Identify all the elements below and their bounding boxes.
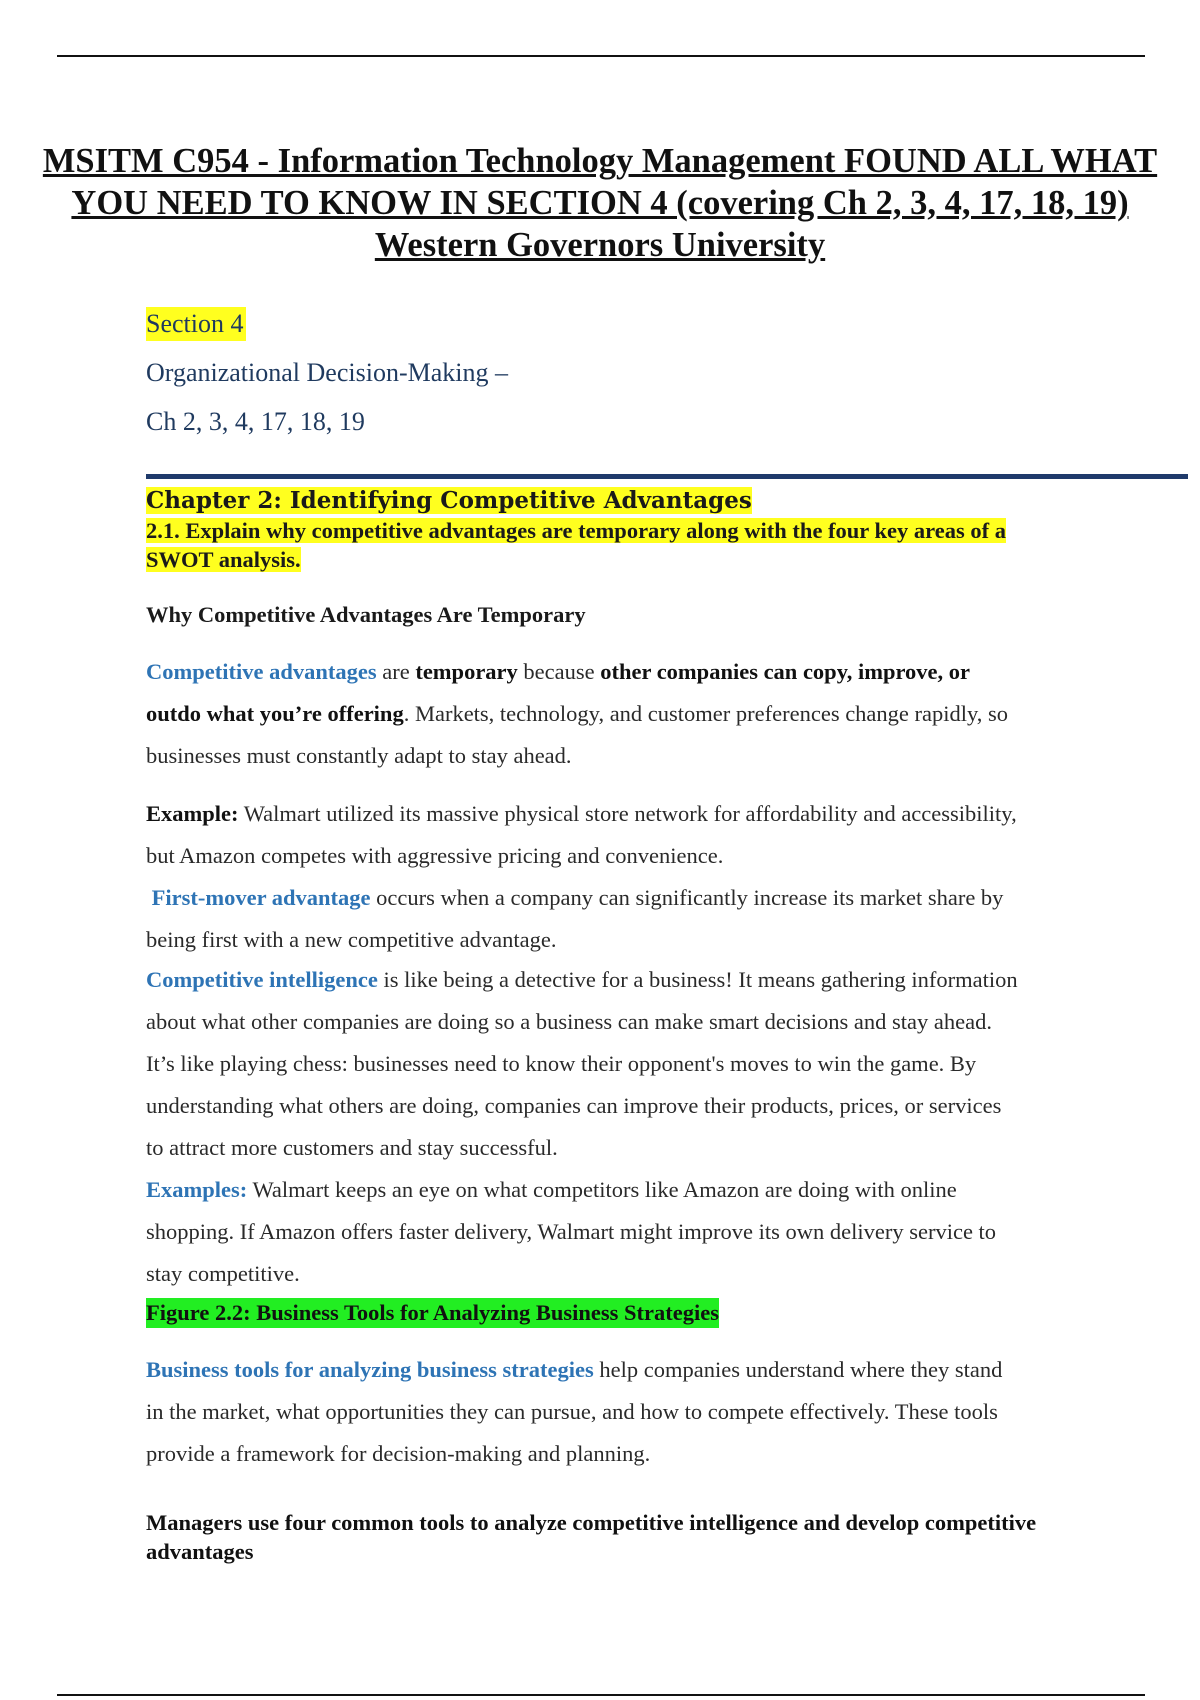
- term-examples: Examples:: [146, 1177, 248, 1202]
- text-line: It’s like playing chess: businesses need to know their opponent's moves to win the game. By: [146, 1051, 977, 1076]
- text-fragment: because: [517, 659, 601, 684]
- text-fragment: Walmart utilized its massive physical store network for affordability and accessibility,: [238, 801, 1017, 826]
- document-title: [4, 140, 1196, 266]
- text-line: to attract more customers and stay successful.: [146, 1135, 558, 1160]
- paragraph-first-mover: [146, 877, 1096, 961]
- figure-caption: Figure 2.2: Business Tools for Analyzing Business Strategies: [146, 1298, 719, 1328]
- text-line: understanding what others are doing, companies can improve their products, prices, or services: [146, 1093, 1002, 1118]
- title-line-3: Western Governors University: [374, 226, 826, 264]
- text-line: about what other companies are doing so a business can make smart decisions and stay ahead.: [146, 1009, 993, 1034]
- example-label: Example:: [146, 801, 239, 826]
- text-line: stay competitive.: [146, 1261, 300, 1286]
- bold-reason-cont: outdo what you’re offering: [146, 701, 404, 726]
- section-divider: [146, 474, 1188, 479]
- section-label: Section 4: [146, 307, 246, 341]
- title-line-1: MSITM C954 - Information Technology Management FOUND ALL WHAT: [42, 142, 1158, 180]
- heading-why-temporary: Why Competitive Advantages Are Temporary: [146, 602, 586, 627]
- text-fragment: . Markets, technology, and customer preferences change rapidly, so: [403, 701, 1009, 726]
- managers-heading: Managers use four common tools to analyze competitive intelligence and develop competitive advantages: [146, 1510, 1037, 1564]
- text-fragment: Walmart keeps an eye on what competitors like Amazon are doing with online: [247, 1177, 957, 1202]
- text-line: shopping. If Amazon offers faster delivery, Walmart might improve its own delivery service to: [146, 1219, 997, 1244]
- chapter-heading: [146, 486, 752, 516]
- learning-objective: [146, 516, 1096, 574]
- term-competitive-intelligence: Competitive intelligence: [146, 967, 378, 992]
- term-first-mover-advantage: First-mover advantage: [151, 885, 371, 910]
- text-fragment: help companies understand where they stand: [593, 1357, 1003, 1382]
- bold-reason: other companies can copy, improve, or: [600, 659, 971, 684]
- text-line: being first with a new competitive advantage.: [146, 927, 557, 952]
- text-fragment: is like being a detective for a business! It means gathering information: [377, 967, 1018, 992]
- bottom-rule: [57, 1694, 1145, 1696]
- section-subtitle: Organizational Decision-Making –: [146, 358, 508, 387]
- text-line: in the market, what opportunities they can pursue, and how to compete effectively. These tools: [146, 1399, 998, 1424]
- section-chapters: Ch 2, 3, 4, 17, 18, 19: [146, 407, 365, 436]
- paragraph-competitive-advantages: [146, 651, 1096, 777]
- text-line: but Amazon competes with aggressive pricing and convenience.: [146, 843, 724, 868]
- top-rule: [57, 55, 1145, 57]
- title-line-2: YOU NEED TO KNOW IN SECTION 4 (covering Ch 2, 3, 4, 17, 18, 19): [71, 184, 1129, 222]
- chapter-prefix: Chapter 2:: [146, 487, 290, 514]
- text-line: businesses must constantly adapt to stay ahead.: [146, 743, 572, 768]
- chapter-title: Identifying Competitive Advantages: [289, 487, 752, 514]
- text-line: provide a framework for decision-making and planning.: [146, 1441, 651, 1466]
- paragraph-business-tools: [146, 1349, 1096, 1475]
- paragraph-examples: [146, 1169, 1096, 1295]
- text-fragment: occurs when a company can significantly increase its market share by: [370, 885, 1004, 910]
- objective-line-2: SWOT analysis.: [146, 547, 301, 572]
- term-business-tools: Business tools for analyzing business strategies: [146, 1357, 594, 1382]
- term-competitive-advantages: Competitive advantages: [146, 659, 377, 684]
- paragraph-competitive-intelligence: [146, 959, 1096, 1169]
- bold-temporary: temporary: [415, 659, 518, 684]
- objective-line-1: 2.1. Explain why competitive advantages are temporary along with the four key areas of a: [146, 518, 1006, 543]
- paragraph-example: [146, 793, 1096, 877]
- text-fragment: are: [376, 659, 416, 684]
